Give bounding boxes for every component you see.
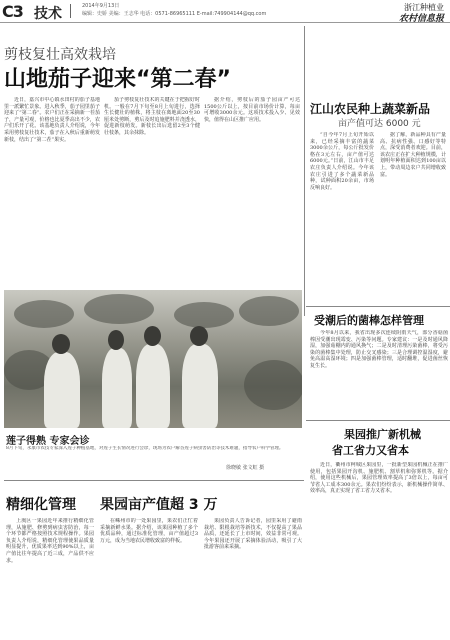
machine-body: 近日，衢州市柯城区果园里，一批新型果园机械正在推广使用，包括果园开沟机、施肥机、割草机和弥雾机等。据介绍，使用这些机械后，果园管理效率提高了3倍以上，每亩可节省人工成本300余元。果农们纷纷表示，新机械操作简单、效率高，真正实现了省工省力又省本。 [310,462,448,495]
section-rule-2 [306,420,450,421]
editor-contact-line: 编辑：史娇 美编：王志华 电话：0571-86965111 E-mail:749904144@qq.com [82,11,267,17]
feature-subhead: 亩产值可达 6000 元 [338,119,421,129]
bottom-left-headline: 精细化管理 [6,497,76,513]
fungus-body: 今年8月以来，我省出现多次连续阴雨天气，部分香菇菌棒因受潮出现霉变、污染等问题。专家建议：一是及时通风降湿，加强菇棚内的通风换气；二是及时清理污染菌棒，将受污染的菌棒集中处理，防止交叉感染；三是合理调控温湿度，避免高温高湿环境；四是加强菌棒管理，适时翻堆，促进菌丝恢复生长。 [310,330,448,369]
lead-column-1: 近日，嘉兴市中心镇水田村的茄子基地里一派繁忙景象。进入秋季，茄子园里茄子迎来了“第二春”。农户们正在采摘新一茬茄子，产量可观，价格也比夏季高出不少，农户们乐开了花。该基地负责人介绍说，今年采用剪枝复壮技术，茄子在入秋后重新萌发新枝，结出了“第二茬”果实。 [4,97,100,143]
machine-headline: 果园推广新机械 [344,428,421,441]
feature-column-1: “自今年7月上旬开始以来，已经采摘丰富的蔬菜3000余公斤，每公斤批发价格在3元左右，亩产值可达6000元。”日前，江山市丰足农庄负责人介绍说。今年该农庄引进了多个蔬菜新品种，试种面积20余亩，市场反响良好。 [310,132,374,191]
feature-headline: 江山农民种上蔬菜新品 [310,102,431,116]
fungus-headline: 受潮后的菌棒怎样管理 [314,314,424,327]
section-rule [306,306,450,307]
photo-caption-title: 莲子得熟 专家会诊 [6,436,90,447]
bottom-rule [4,480,304,481]
edition-name: 浙江种植业 [404,3,444,12]
bottom-mid-column-2: 果园负责人告诉记者，园里采用了避雨栽培、限根栽培等新技术，不仅提高了果品品质，还延长了上市时间，效益非常可观。今年果园还开展了采摘体验活动，吸引了大批游客前来采摘。 [204,518,302,551]
bottom-mid-column-1: 在嵊州市的一处果园里，果农们正忙着采摘新鲜水果。据介绍，该果园种植了多个优质品种，通过标准化管理，亩产值超过3万元，成为当地农民增收致富的样板。 [100,518,198,544]
section-name: 技术 [34,6,62,22]
bottom-mid-headline: 果园亩产值超 3 万 [100,497,218,513]
lead-kicker: 剪枝复壮高效栽培 [4,47,116,63]
lead-column-2: 茄子剪枝复壮技术的关键在于把握好时机。一般在7月下旬至8月上旬进行，选择生长健壮的植株，将主枝在离地面20至30厘米处剪断，剪后及时追施肥料并浇透水，促进新枝萌发。新枝长出后选留2至3个健壮枝条，其余抹除。 [104,97,200,136]
bottom-left-body: 上虞区一果园近年来推行精细化管理，从施肥、修剪到病虫害防治，每一个环节都严格按照技术规程操作。果园负责人介绍说，精细化管理使果品质量明显提升，优质果率达到90%以上，亩产值比往年提高了近三成，产品供不应求。 [6,518,94,564]
lead-column-3: 据介绍，剪枝后的茄子园亩产可达1500公斤以上，按目前市场价计算，每亩可增收3000余元。这项技术投入少、见效快，值得在山区推广应用。 [204,97,300,123]
issue-date: 2014年9月13日 [82,3,120,9]
column-rule [304,26,305,316]
feature-column-2: 据了解，新品种具有产量高、抗病性强、口感好等特点，深受消费者欢迎。目前，该农庄正在扩大种植规模，计划明年种植面积达到100亩以上，带动周边农户共同增收致富。 [380,132,446,178]
lead-headline: 山地茄子迎来“第二春” [4,67,231,92]
machine-subhead: 省工省力又省本 [332,444,409,457]
paper-logo: 农村信息报 [398,14,444,24]
section-code: C3 [2,2,23,21]
photo-credit: 徐晓敏 张文虹 摄 [226,465,265,471]
photo-lotus-field [4,290,302,428]
masthead-divider [70,4,71,18]
photo-caption-text: 8月下旬，永康市农技专家深入莲子种植基地，对莲子生长情况进行会诊，现场为农户解答莲子病虫害防治等技术难题，指导农户科学管理。 [6,446,284,451]
